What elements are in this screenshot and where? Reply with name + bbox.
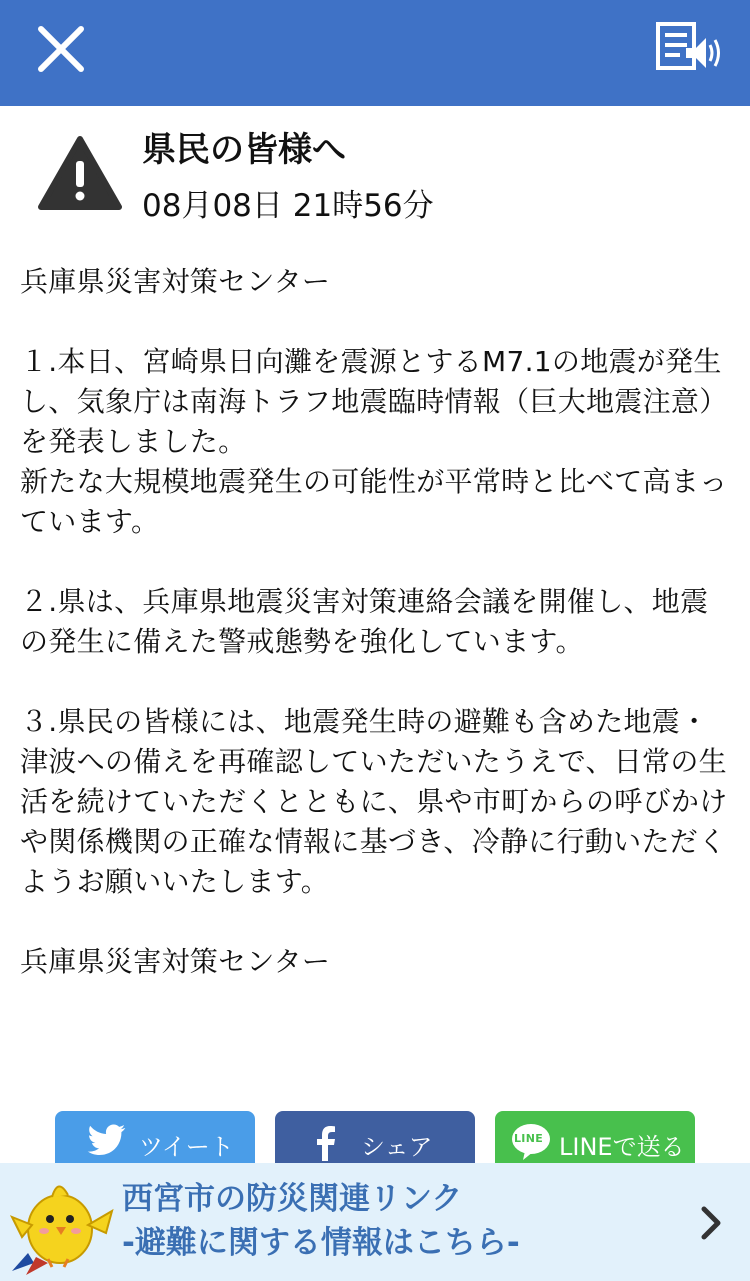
- close-button[interactable]: [30, 18, 92, 80]
- line-badge: LINE: [514, 1132, 544, 1145]
- spacer: [20, 542, 730, 582]
- close-icon: [30, 18, 92, 80]
- twitter-bird-icon: [87, 1123, 127, 1157]
- message-line: １.本日、宮崎県日向灘を震源とするM7.1の地震が発生し、気象庁は南海トラフ地震臨時情報（巨大地震注意）を発表しました。: [20, 345, 728, 458]
- tweet-label: ツイート: [139, 1133, 234, 1161]
- disaster-links-banner[interactable]: [0, 1163, 750, 1281]
- banner-title: 西宮市の防災関連リンク: [122, 1181, 463, 1217]
- facebook-icon: [308, 1125, 342, 1161]
- alert-title: 県民の皆様へ: [142, 130, 346, 170]
- message-line: ３.県民の皆様には、地震発生時の避難も含めた地震・津波への備えを再確認していただいたうえで、日常の生活を続けていただくとともに、県や市町からの呼びかけや関係機関の正確な情報に基づき、冷静に行動いただくようお願いいたします。: [20, 705, 728, 898]
- banner-subtitle: -避難に関する情報はこちら-: [122, 1225, 520, 1261]
- warning-icon: [38, 135, 122, 211]
- spacer: [20, 902, 730, 942]
- share-row: [0, 1111, 750, 1163]
- chevron-right-icon: [696, 1203, 726, 1243]
- line-share-label: LINEで送る: [559, 1133, 685, 1161]
- text-to-speech-button[interactable]: [652, 18, 726, 80]
- spacer: [20, 662, 730, 702]
- text-to-speech-icon: [652, 18, 726, 80]
- message-line: ２.県は、兵庫県地震災害対策連絡会議を開催し、地震の発生に備えた警戒態勢を強化しています。: [20, 585, 709, 658]
- alert-timestamp: 08月08日 21時56分: [142, 188, 434, 224]
- top-bar: [0, 0, 750, 106]
- bird-mascot-image: [8, 1171, 116, 1275]
- facebook-share-label: シェア: [361, 1133, 433, 1161]
- message-line: 兵庫県災害対策センター: [20, 265, 331, 298]
- message-line: 兵庫県災害対策センター: [20, 945, 331, 978]
- message-body: [20, 262, 730, 982]
- message-line: 新たな大規模地震発生の可能性が平常時と比べて高まっています。: [20, 465, 728, 538]
- spacer: [20, 302, 730, 342]
